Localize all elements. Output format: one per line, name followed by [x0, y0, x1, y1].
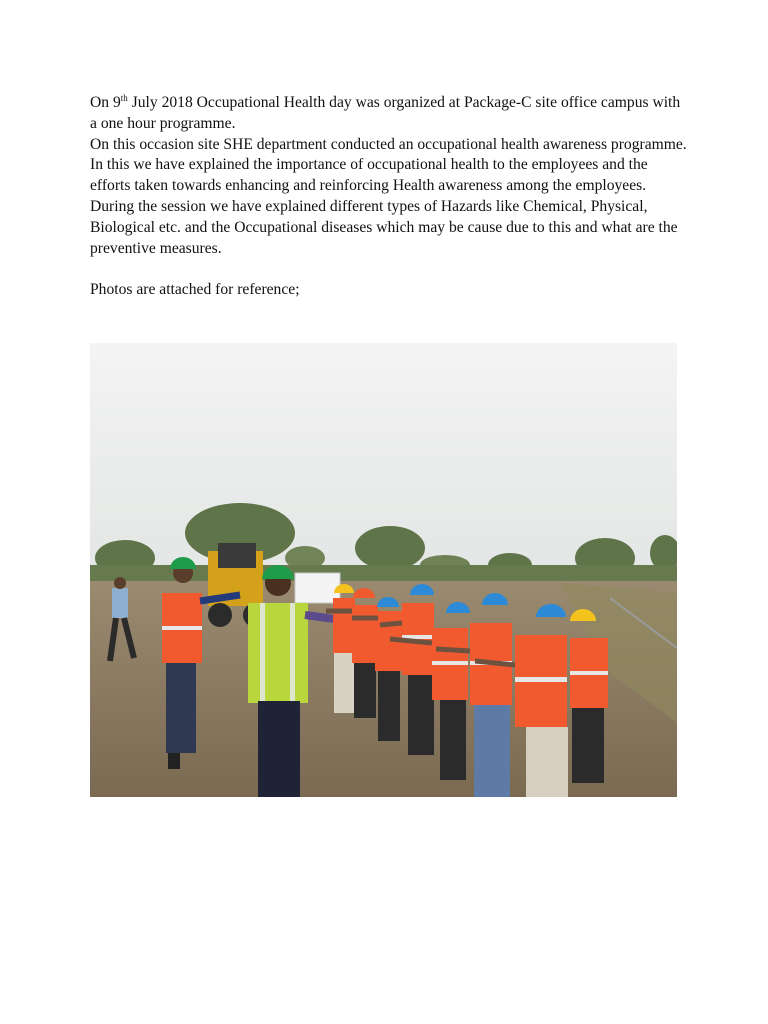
paragraph-photos-note: Photos are attached for reference; — [90, 281, 300, 299]
paragraph-intro: On 9th July 2018 Occupational Health day was organized at Package-C site office campus with a one hour programme. — [90, 92, 681, 132]
body-text — [90, 93, 690, 301]
event-photo — [90, 343, 677, 797]
paragraph-description: On this occasion site SHE department conducted an occupational health awareness programme. In this we have explained the importance of occupational health to the employees and the efforts taken towards enhancing and reinforcing Health awareness among the employees. During the session we have explained different types of Hazards like Chemical, Physical, Biological etc. and the Occupational diseases which may be cause due to this and what are the preventive measures. — [90, 135, 687, 257]
ordinal-superscript: th — [120, 92, 128, 103]
